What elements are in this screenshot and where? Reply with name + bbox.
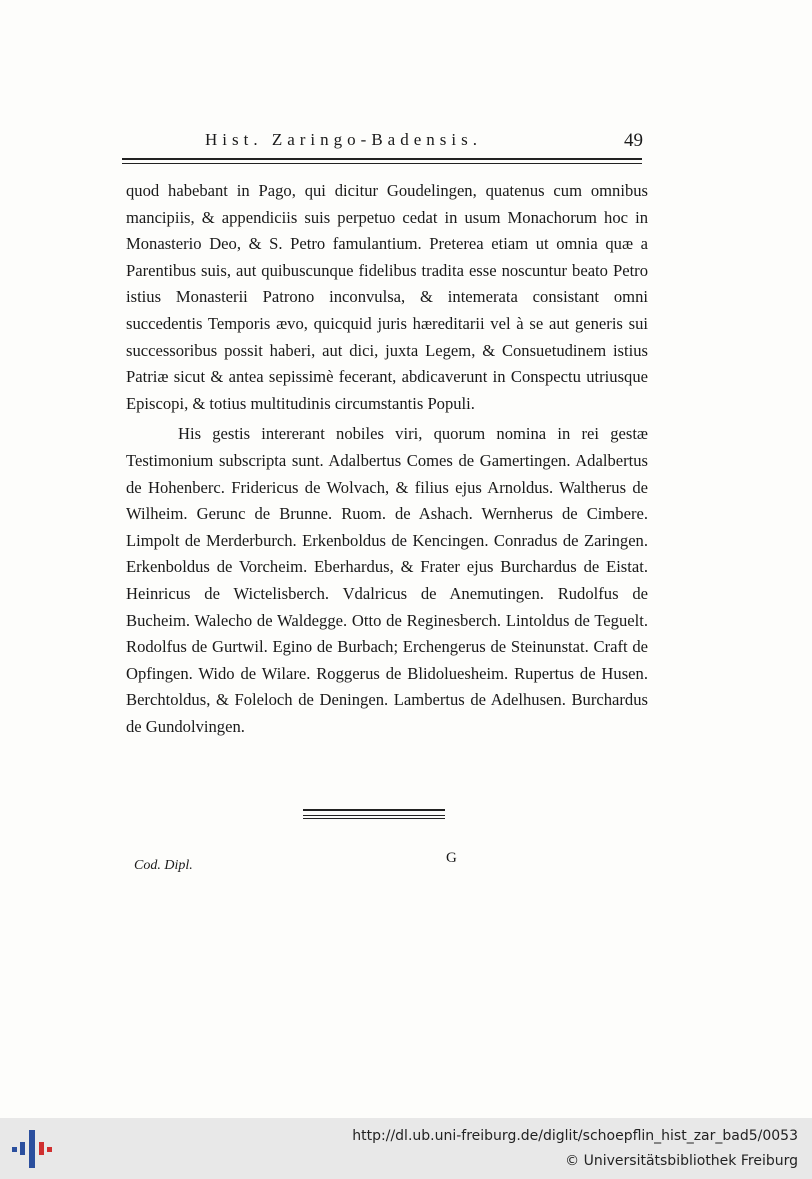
source-url-link[interactable]: http://dl.ub.uni-freiburg.de/diglit/schoepflin_hist_zar_bad5/0053 — [352, 1128, 798, 1144]
catchword: Cod. Dipl. — [134, 858, 193, 873]
header-rule-thin — [122, 163, 642, 164]
library-logo-icon[interactable] — [12, 1130, 52, 1168]
header-rule — [122, 158, 642, 160]
running-head: Hist. Zaringo-Badensis. — [205, 130, 482, 149]
page-number: 49 — [624, 130, 643, 151]
copyright-notice: © Universitätsbibliothek Freiburg — [565, 1153, 798, 1169]
paragraph-1: quod habebant in Pago, qui dicitur Goudelingen, quatenus cum omnibus mancipiis, & appendiciis suis perpetuo cedat in usum Monachorum hoc in Monasterio Deo, & S. Petro famulantium. Preterea etiam ut omnia quæ a Parentibus suis, aut quibuscunque fidelibus tradita esse noscuntur beato Petro istius Monasterii Patrono inconvulsa, & intemerata consistant omni succedentis Temporis ævo, quicquid juris hæreditarii vel à se aut generis sui successoribus possit haberi, aut dici, juxta Legem, & Consuetudinem istius Patriæ sicut & antea sepissimè fecerant, abdicaverunt in Conspectu utriusque Episcopi, & totius multitudinis circumstantis Populi. — [126, 181, 648, 413]
end-rule — [303, 809, 445, 811]
paragraph-2: His gestis intererant nobiles viri, quorum nomina in rei gestæ Testimonium subscripta sunt. Adalbertus Comes de Gamertingen. Adalbertus de Hohenberc. Fridericus de Wolvach, & filius ejus Arnoldus. Waltherus de Wilheim. Gerunc de Brunne. Ruom. de Ashach. Wernherus de Cimbere. Limpolt de Merderburch. Erkenboldus de Kencingen. Conradus de Zaringen. Erkenboldus de Vorcheim. Eberhardus, & Frater ejus Burchardus de Eistat. Heinricus de Wictelisberch. Vdalricus de Anemutingen. Rudolfus de Bucheim. Walecho de Waldegge. Otto de Reginesberch. Lintoldus de Teguelt. Rodolfus de Gurtwil. Egino de Burbach; Erchengerus de Steinunstat. Craft de Opfingen. Wido de Wilare. Roggerus de Blidoluesheim. Rupertus de Husen. Berchtoldus, & Foleloch de Deningen. Lambertus de Adelhusen. Burchardus de Gundolvingen. — [126, 424, 648, 736]
end-rule-thin — [303, 815, 445, 816]
viewer-footer — [0, 1118, 812, 1179]
signature-mark: G — [446, 850, 457, 866]
body-text — [126, 178, 648, 740]
end-rule-thin-2 — [303, 818, 445, 819]
